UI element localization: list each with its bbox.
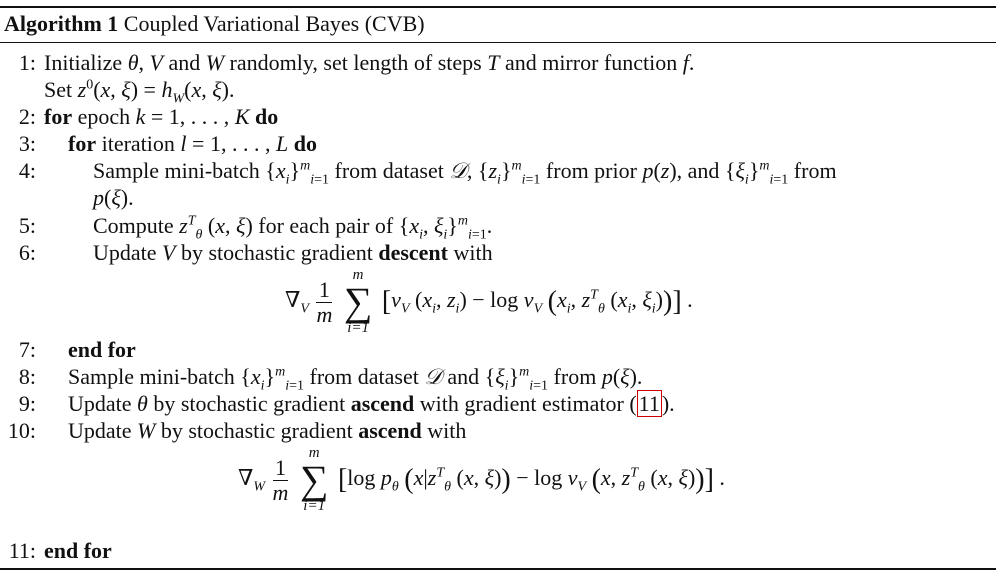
line-text: Set $z^0(x$, $\xi) = h_W(x$, ξ). [44, 77, 235, 107]
line-number: 8: [18, 364, 36, 389]
line-text: Sample mini-batch $\{x_i\}^m_{i=1}$ from dataset 𝒟, $\{z_i\}^m_{i=1}$ from prior p(z), and $\{\xi_i\}^m_{i=1}$ from [93, 158, 837, 188]
header-rule [0, 42, 996, 43]
line-number: 9: [18, 391, 36, 416]
line-text: end for [68, 337, 136, 362]
algorithm-name: Coupled Variational Bayes (CVB) [123, 11, 425, 36]
line-text: p(ξ). [93, 185, 134, 210]
line-text: Initialize θ, V and W randomly, set length of steps T and mirror function f. [44, 50, 695, 75]
bottom-rule [0, 568, 996, 570]
line-text: Update V by stochastic gradient descent with [93, 240, 493, 265]
equation-descent: $\nabla_V$ $\frac{1}{m}$ m ∑ i=1 [$\nu_V$ ($x_i$, $z_i) - \log \nu_V$ ($x_i$, $z^T_\theta$ ($x_i$, $\xi_i$))] . [285, 267, 693, 336]
line-number: 10: [7, 418, 36, 443]
algorithm-label: Algorithm 1 [4, 11, 119, 36]
line-text: Compute $z^T_\theta$ (x, ξ) for each pair of {$x_i$, $\xi_i\}^m_{i=1}$. [93, 213, 493, 243]
line-text: for epoch k = 1, . . . , K do [44, 104, 279, 129]
line-number: 7: [18, 337, 36, 362]
line-text: end for [44, 538, 112, 563]
algorithm-title [4, 11, 425, 37]
line-text: Sample mini-batch $\{x_i\}^m_{i=1}$ from dataset 𝒟 and $\{\xi_i\}^m_{i=1}$ from p(ξ). [68, 364, 643, 394]
line-text: Update θ by stochastic gradient ascend with gradient estimator (11). [68, 391, 675, 416]
line-number: 11: [8, 538, 36, 563]
line-number: 3: [18, 131, 36, 156]
equation-reference-link[interactable]: 11 [638, 391, 660, 416]
line-number: 4: [18, 158, 36, 183]
equation-ascend: $\nabla_W$ $\frac{1}{m}$ m ∑ i=1 [log $p_\theta$ ($x|z^T_\theta$ (x, $\xi)) - \log \nu_V$ (x, $z^T_\theta$ (x, ξ))] . [238, 445, 725, 514]
line-number: 1: [18, 50, 36, 75]
line-text: for iteration l = 1, . . . , L do [68, 131, 317, 156]
line-number: 2: [18, 104, 36, 129]
line-text: Update W by stochastic gradient ascend with [68, 418, 467, 443]
line-number: 5: [18, 213, 36, 238]
top-rule [0, 6, 996, 8]
line-number: 6: [18, 240, 36, 265]
